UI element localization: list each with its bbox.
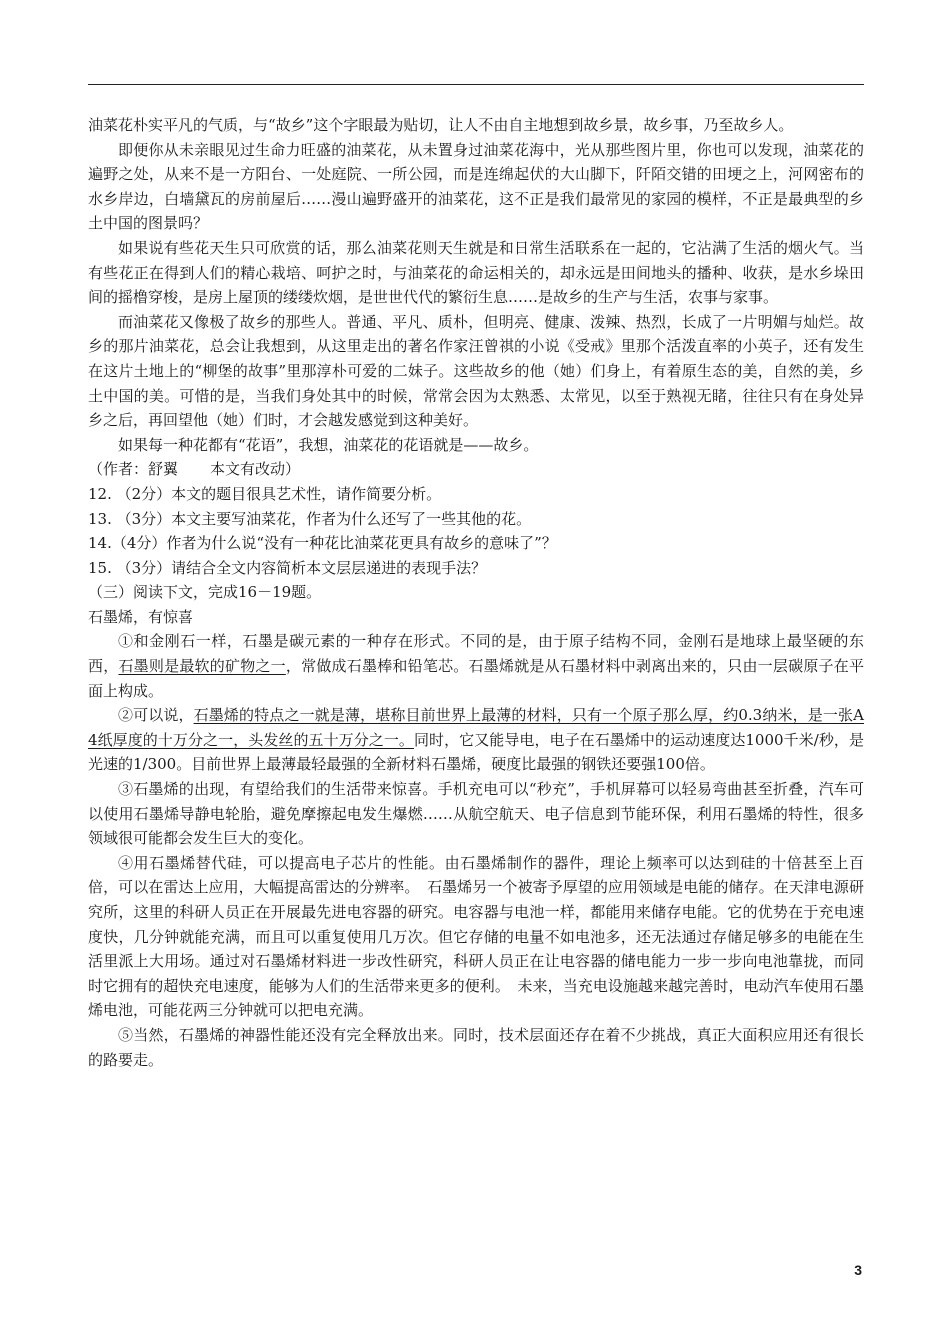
p1-text-a: ①和金刚石一样，石墨是碳元素的一种存在形式。不同的是，由于原子结构不同，金刚石是地球上最坚硬的东西， <box>88 632 864 676</box>
passage1-paragraph-0: 油菜花朴实平凡的气质，与“故乡”这个字眼最为贴切，让人不由自主地想到故乡景，故乡事，乃至故乡人。 <box>88 116 794 134</box>
document-body <box>88 113 864 1072</box>
p2-underlined: 石墨烯的特点之一就是薄，堪称目前世界上最薄的材料，只有一个原子那么厚，约0.3纳米，是一张A4纸厚度的十万分之一，头发丝的五十万分之一。 <box>88 706 864 749</box>
p1-text-b: ，常做成石墨棒和铅笔芯。石墨烯就是从石墨材料中剥离出来的，只由一层碳原子在平面上构成。 <box>88 657 864 700</box>
question-15: 15. （3分）请结合全文内容简析本文层层递进的表现手法？ <box>88 558 487 577</box>
passage2-paragraph-5: ⑤当然，石墨烯的神器性能还没有完全释放出来。同时，技术层面还存在着不少挑战，真正大面积应用还有很长的路要走。 <box>88 1025 864 1069</box>
p1-underlined: 石墨则是最软的矿物之一 <box>118 657 286 676</box>
header-rule <box>88 84 864 85</box>
page-number: 3 <box>854 1262 862 1278</box>
section-3-heading: （三）阅读下文，完成16－19题。 <box>88 583 322 602</box>
passage2-paragraph-2 <box>88 703 864 777</box>
p2-text-b: 同时，它又能导电，电子在石墨烯中的运动速度达1000千米/秒，是光速的1/300。目前世界上最薄最轻最强的全新材料石墨烯，硬度比最强的钢铁还要强100倍。 <box>88 730 865 774</box>
revision-note: 本文有改动） <box>210 460 301 479</box>
passage2-paragraph-1 <box>88 629 864 703</box>
question-14: 14.（4分）作者为什么说“没有一种花比油菜花更具有故乡的意味了”？ <box>88 534 557 553</box>
passage1-paragraph-3: 而油菜花又像极了故乡的那些人。普通、平凡、质朴，但明亮、健康、泼辣、热烈，长成了一片明媚与灿烂。故乡的那片油菜花，总会让我想到，从这里走出的著名作家汪曾祺的小说《受戒》里那个活泼直率的小英子，还有发生在这片土地上的“柳堡的故事”里那淳朴可爱的二妹子。这些故乡的他（她）们身上，有着原生态的美，自然的美，乡土中国的美。可惜的是，当我们身处其中的时候，常常会因为太熟悉、太常见，以至于熟视无睹，往往只有在身处异乡之后，再回望他（她）们时，才会越发感觉到这种美好。 <box>88 312 864 430</box>
author-credit: （作者：舒翼 <box>88 460 179 479</box>
question-13: 13. （3分）本文主要写油菜花，作者为什么还写了一些其他的花。 <box>88 509 532 528</box>
passage2-title: 石墨烯，有惊喜 <box>88 607 194 626</box>
passage1-paragraph-4: 如果每一种花都有“花语”，我想，油菜花的花语就是——故乡。 <box>118 435 539 454</box>
passage1-paragraph-2: 如果说有些花天生只可欣赏的话，那么油菜花则天生就是和日常生活联系在一起的，它沾满了生活的烟火气。当有些花正在得到人们的精心栽培、呵护之时，与油菜花的命运相关的，却永远是田间地头的播种、收获，是水乡垛田间的摇橹穿梭，是房上屋顶的缕缕炊烟，是世世代代的繁衍生息……是故乡的生产与生活，农事与家事。 <box>88 238 864 307</box>
p2-text-a: ②可以说， <box>118 706 194 725</box>
passage2-paragraph-3: ③石墨烯的出现，有望给我们的生活带来惊喜。手机充电可以“秒充”，手机屏幕可以轻易弯曲甚至折叠，汽车可以使用石墨烯导静电轮胎，避免摩擦起电发生爆燃……从航空航天、电子信息到节能环保，利用石墨烯的特性，很多领域很可能都会发生巨大的变化。 <box>88 780 864 848</box>
passage1-paragraph-1: 即便你从未亲眼见过生命力旺盛的油菜花，从未置身过油菜花海中，光从那些图片里，你也可以发现，油菜花的遍野之处，从来不是一方阳台、一处庭院、一所公园，而是连绵起伏的大山脚下，阡陌交错的田埂之上，河网密布的水乡岸边，白墙黛瓦的房前屋后……漫山遍野盛开的油菜花，这不正是我们最常见的家园的模样，不正是最典型的乡土中国的图景吗？ <box>88 140 864 233</box>
author-note <box>88 457 864 482</box>
question-12: 12. （2分）本文的题目很具艺术性，请作简要分析。 <box>88 484 442 503</box>
passage2-paragraph-4: ④用石墨烯替代硅，可以提高电子芯片的性能。由石墨烯制作的器件，理论上频率可以达到硅的十倍甚至上百倍，可以在雷达上应用，大幅提高雷达的分辨率。 石墨烯另一个被寄予厚望的应用领域是电能的储存。在天津电源研究所，这里的科研人员正在开展最先进电容器的研究。电容器与电池一样，都能用来储存电能。它的优势在于充电速度快，几分钟就能充满，而且可以重复使用几万次。但它存储的电量不如电池多，还无法通过存储足够多的电能在生活里派上大用场。通过对石墨烯材料进一步改性研究，科研人员正在让电容器的储电能力一步一步向电池靠拢，而同时它拥有的超快充电速度，能够为人们的生活带来更多的便利。 未来，当充电设施越来越完善时，电动汽车使用石墨烯电池，可能花两三分钟就可以把电充满。 <box>88 853 864 1020</box>
